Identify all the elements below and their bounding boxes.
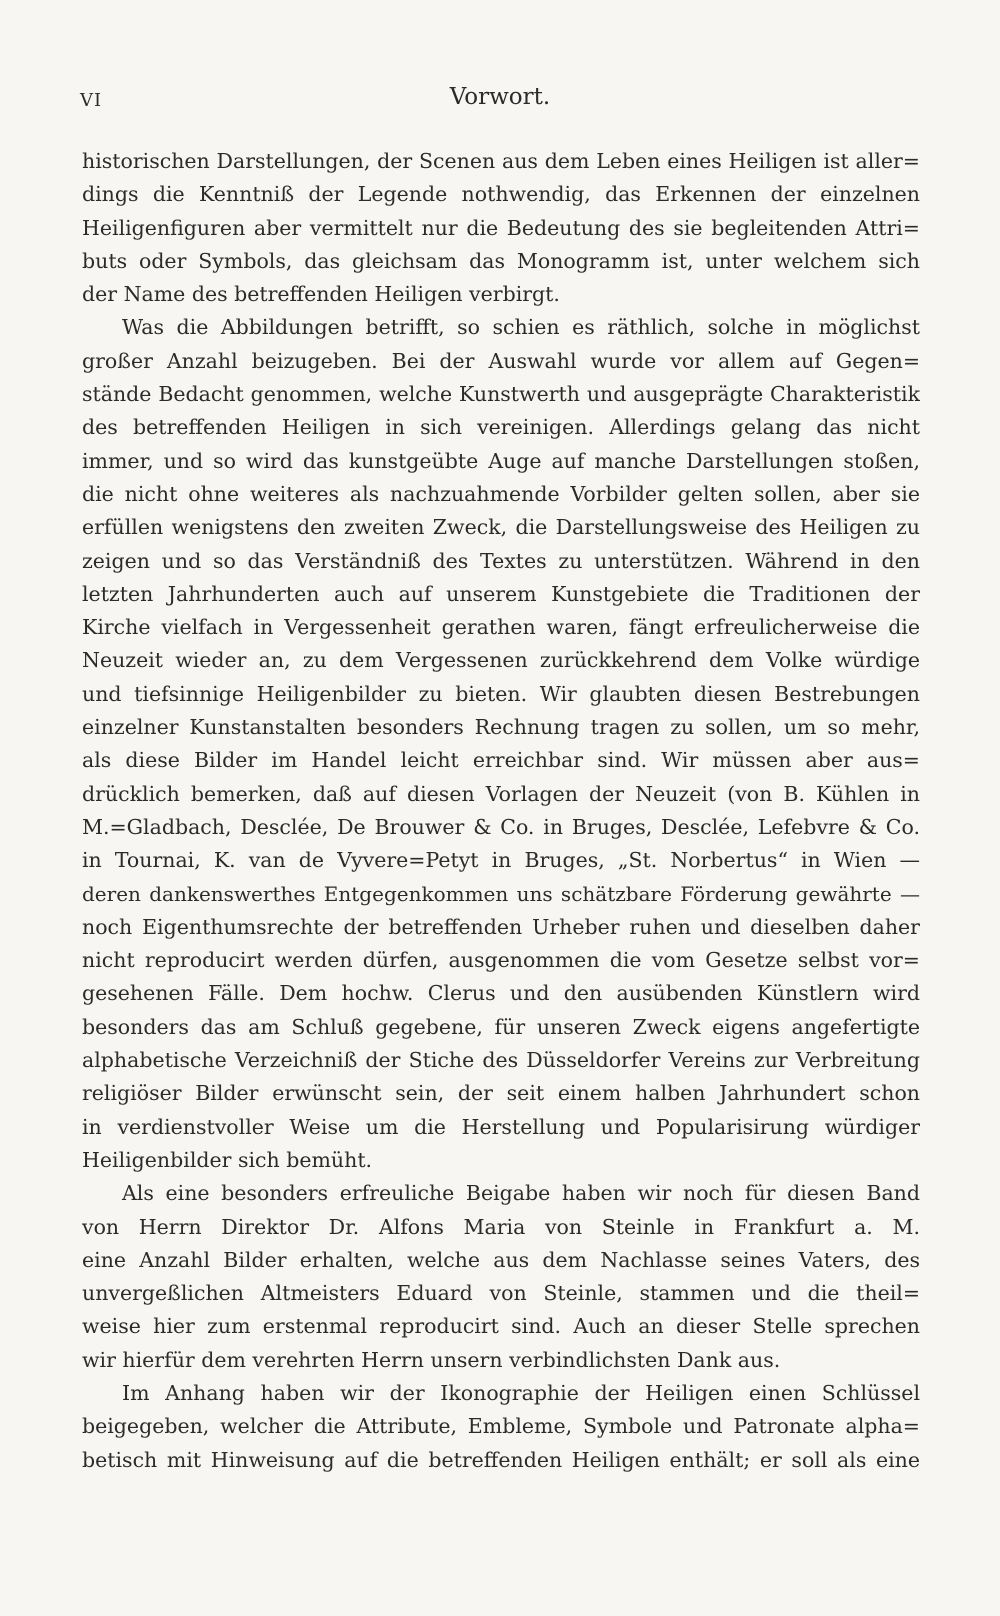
text-line: betisch mit Hinweisung auf die betreffenden Heiligen enthält; er soll als eine (82, 1447, 920, 1472)
text-line: der Name des betreffenden Heiligen verbirgt. (82, 282, 560, 307)
text-line: gesehenen Fälle. Dem hochw. Clerus und den ausübenden Künstlern wird (82, 981, 920, 1006)
text-line: drücklich bemerken, daß auf diesen Vorlagen der Neuzeit (von B. Kühlen in (82, 781, 920, 806)
text-line: alphabetische Verzeichniß der Stiche des Düsseldorfer Vereins zur Verbreitung (82, 1048, 920, 1073)
text-line: religiöser Bilder erwünscht sein, der seit einem halben Jahrhundert schon (82, 1081, 920, 1106)
text-line: einzelner Kunstanstalten besonders Rechnung tragen zu sollen, um so mehr, (82, 715, 920, 740)
body-text (82, 145, 920, 1477)
page-header (80, 84, 920, 120)
text-line: in verdienstvoller Weise um die Herstellung und Popularisirung würdiger (82, 1114, 920, 1139)
text-line: und tiefsinnige Heiligenbilder zu bieten. Wir glaubten diesen Bestrebungen (82, 681, 920, 706)
text-line: besonders das am Schluß gegebene, für unseren Zweck eigens angefertigte (82, 1014, 920, 1039)
text-line: Im Anhang haben wir der Ikonographie der Heiligen einen Schlüssel (122, 1380, 920, 1405)
text-line: letzten Jahrhunderten auch auf unserem Kunstgebiete die Traditionen der (82, 581, 920, 606)
text-line: immer, und so wird das kunstgeübte Auge auf manche Darstellungen stoßen, (82, 448, 920, 473)
text-line: deren dankenswerthes Entgegenkommen uns schätzbare Förderung gewährte — (82, 881, 920, 906)
text-line: noch Eigenthumsrechte der betreffenden Urheber ruhen und dieselben daher (82, 914, 920, 939)
text-line: wir hierfür dem verehrten Herrn unsern verbindlichsten Dank aus. (82, 1347, 781, 1372)
text-line: eine Anzahl Bilder erhalten, welche aus dem Nachlasse seines Vaters, des (82, 1247, 920, 1272)
text-line: Heiligenfiguren aber vermittelt nur die Bedeutung des sie begleitenden Attri= (82, 215, 920, 240)
text-line: von Herrn Direktor Dr. Alfons Maria von Steinle in Frankfurt a. M. (82, 1214, 920, 1239)
text-line: Heiligenbilder sich bemüht. (82, 1147, 373, 1172)
text-line: beigegeben, welcher die Attribute, Embleme, Symbole und Patronate alpha= (82, 1414, 920, 1439)
text-line: Als eine besonders erfreuliche Beigabe haben wir noch für diesen Band (122, 1181, 920, 1206)
text-line: dings die Kenntniß der Legende nothwendig, das Erkennen der einzelnen (82, 182, 920, 207)
text-line: unvergeßlichen Altmeisters Eduard von Steinle, stammen und die theil= (82, 1281, 920, 1306)
text-line: Was die Abbildungen betrifft, so schien es räthlich, solche in möglichst (122, 315, 920, 340)
text-line: weise hier zum erstenmal reproducirt sind. Auch an dieser Stelle sprechen (82, 1314, 920, 1339)
text-line: historischen Darstellungen, der Scenen aus dem Leben eines Heiligen ist aller= (82, 149, 920, 173)
text-line: als diese Bilder im Handel leicht erreichbar sind. Wir müssen aber aus= (82, 748, 920, 773)
text-line: Kirche vielfach in Vergessenheit gerathen waren, fängt erfreulicherweise die (82, 615, 920, 640)
text-line: M.=Gladbach, Desclée, De Brouwer & Co. in Bruges, Desclée, Lefebvre & Co. (82, 814, 920, 839)
text-line: des betreffenden Heiligen in sich vereinigen. Allerdings gelang das nicht (82, 415, 920, 440)
page-number: VI (80, 90, 103, 111)
text-line: die nicht ohne weiteres als nachzuahmende Vorbilder gelten sollen, aber sie (82, 481, 920, 506)
text-line: zeigen und so das Verständniß des Textes zu unterstützen. Während in den (82, 548, 920, 573)
text-line: erfüllen wenigstens den zweiten Zweck, die Darstellungsweise des Heiligen zu (82, 515, 920, 540)
text-line: nicht reproducirt werden dürfen, ausgenommen die vom Gesetze selbst vor= (82, 948, 920, 973)
text-line: buts oder Symbols, das gleichsam das Monogramm ist, unter welchem sich (82, 248, 920, 273)
text-line: stände Bedacht genommen, welche Kunstwerth und ausgeprägte Charakteristik (82, 382, 920, 407)
text-line: in Tournai, K. van de Vyvere=Petyt in Bruges, „St. Norbertus“ in Wien — (82, 848, 920, 873)
running-title: Vorwort. (449, 84, 551, 110)
text-line: Neuzeit wieder an, zu dem Vergessenen zurückkehrend dem Volke würdige (82, 648, 920, 673)
text-line: großer Anzahl beizugeben. Bei der Auswahl wurde vor allem auf Gegen= (82, 348, 920, 373)
